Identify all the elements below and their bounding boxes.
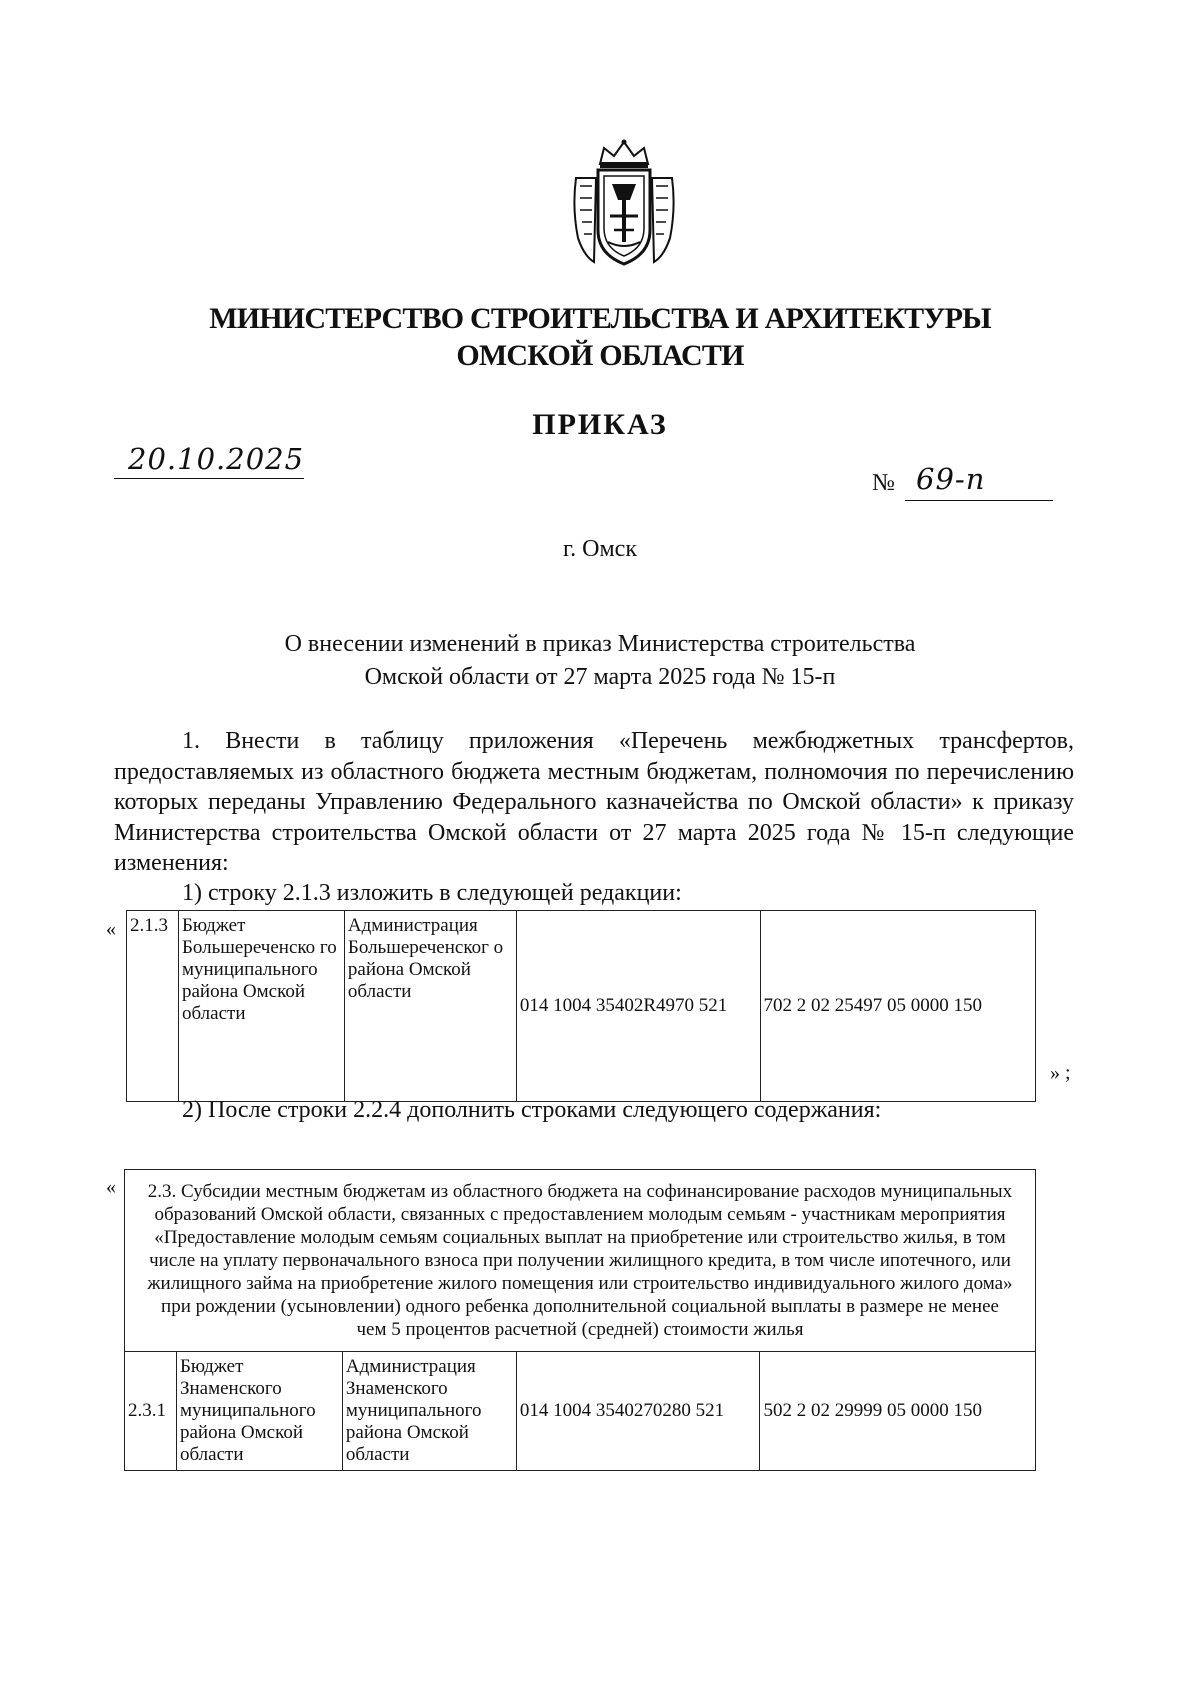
table1-quote-open: « xyxy=(106,918,116,940)
budget-name: Бюджет Большереченско го муниципального района Омской области xyxy=(178,911,344,1102)
administrator-name: Администрация Знаменского муниципального района Омской области xyxy=(342,1352,516,1471)
order-subject xyxy=(0,628,1200,694)
table-row xyxy=(127,911,1036,1102)
order-number: 69-п xyxy=(916,462,986,496)
number-sign: № xyxy=(872,470,895,496)
table2-quote-open: « xyxy=(106,1176,116,1198)
city: г. Омск xyxy=(563,536,637,562)
row-number: 2.3.1 xyxy=(125,1352,177,1471)
expense-code: 014 1004 3540270280 521 xyxy=(516,1352,760,1471)
table-header-row xyxy=(125,1170,1036,1352)
expense-code: 014 1004 35402R4970 521 xyxy=(516,911,760,1102)
table1-quote-close: » ; xyxy=(1050,1062,1071,1084)
administrator-name: Администрация Большереченског о района Омской области xyxy=(344,911,516,1102)
ministry-line-2: ОМСКОЙ ОБЛАСТИ xyxy=(456,339,744,372)
table-2 xyxy=(124,1169,1036,1471)
ministry-name xyxy=(0,300,1200,374)
paragraph-1: 1. Внести в таблицу приложения «Перечень межбюджетных трансфертов, предоставляемых из областного бюджета местным бюджетам, полномочия по перечислению которых переданы Управлению Федерального казначейства по Омской области» к приказу Министерства строительства Омской области от 27 марта 2025 года № 15-п следующие изменения: xyxy=(114,728,1074,876)
ministry-line-1: МИНИСТЕРСТВО СТРОИТЕЛЬСТВА И АРХИТЕКТУРЫ xyxy=(209,302,991,335)
budget-name: Бюджет Знаменского муниципального района Омской области xyxy=(176,1352,342,1471)
table-1 xyxy=(126,910,1036,1102)
revenue-code: 502 2 02 29999 05 0000 150 xyxy=(760,1352,1036,1471)
section-header: 2.3. Субсидии местным бюджетам из областного бюджета на софинансирование расходов муниципальных образований Омской области, связанных с предоставлением молодым семьям - участникам мероприятия «Предоставление молодым семьям социальных выплат на приобретение или строительство жилья, в том числе на уплату первоначального взноса при получении жилищного кредита, в том числе ипотечного, или жилищного займа на приобретение жилого помещения или строительство индивидуального жилого дома» при рождении (усыновлении) одного ребенка дополнительной социальной выплаты в размере не менее чем 5 процентов расчетной (средней) стоимости жилья xyxy=(125,1170,1036,1352)
number-underline xyxy=(905,500,1053,501)
item-1: 1) строку 2.1.3 изложить в следующей редакции: xyxy=(182,880,682,906)
order-date: 20.10.2025 xyxy=(128,442,305,476)
subject-line-1: О внесении изменений в приказ Министерства строительства xyxy=(284,631,916,657)
coat-of-arms-icon xyxy=(570,138,678,270)
table-row xyxy=(125,1352,1036,1471)
date-underline xyxy=(114,478,304,479)
document-type: ПРИКАЗ xyxy=(532,408,668,441)
item-2: 2) После строки 2.2.4 дополнить строками следующего содержания: xyxy=(182,1097,882,1123)
revenue-code: 702 2 02 25497 05 0000 150 xyxy=(760,911,1036,1102)
subject-line-2: Омской области от 27 марта 2025 года № 15-п xyxy=(364,664,836,690)
row-number: 2.1.3 xyxy=(127,911,179,1102)
